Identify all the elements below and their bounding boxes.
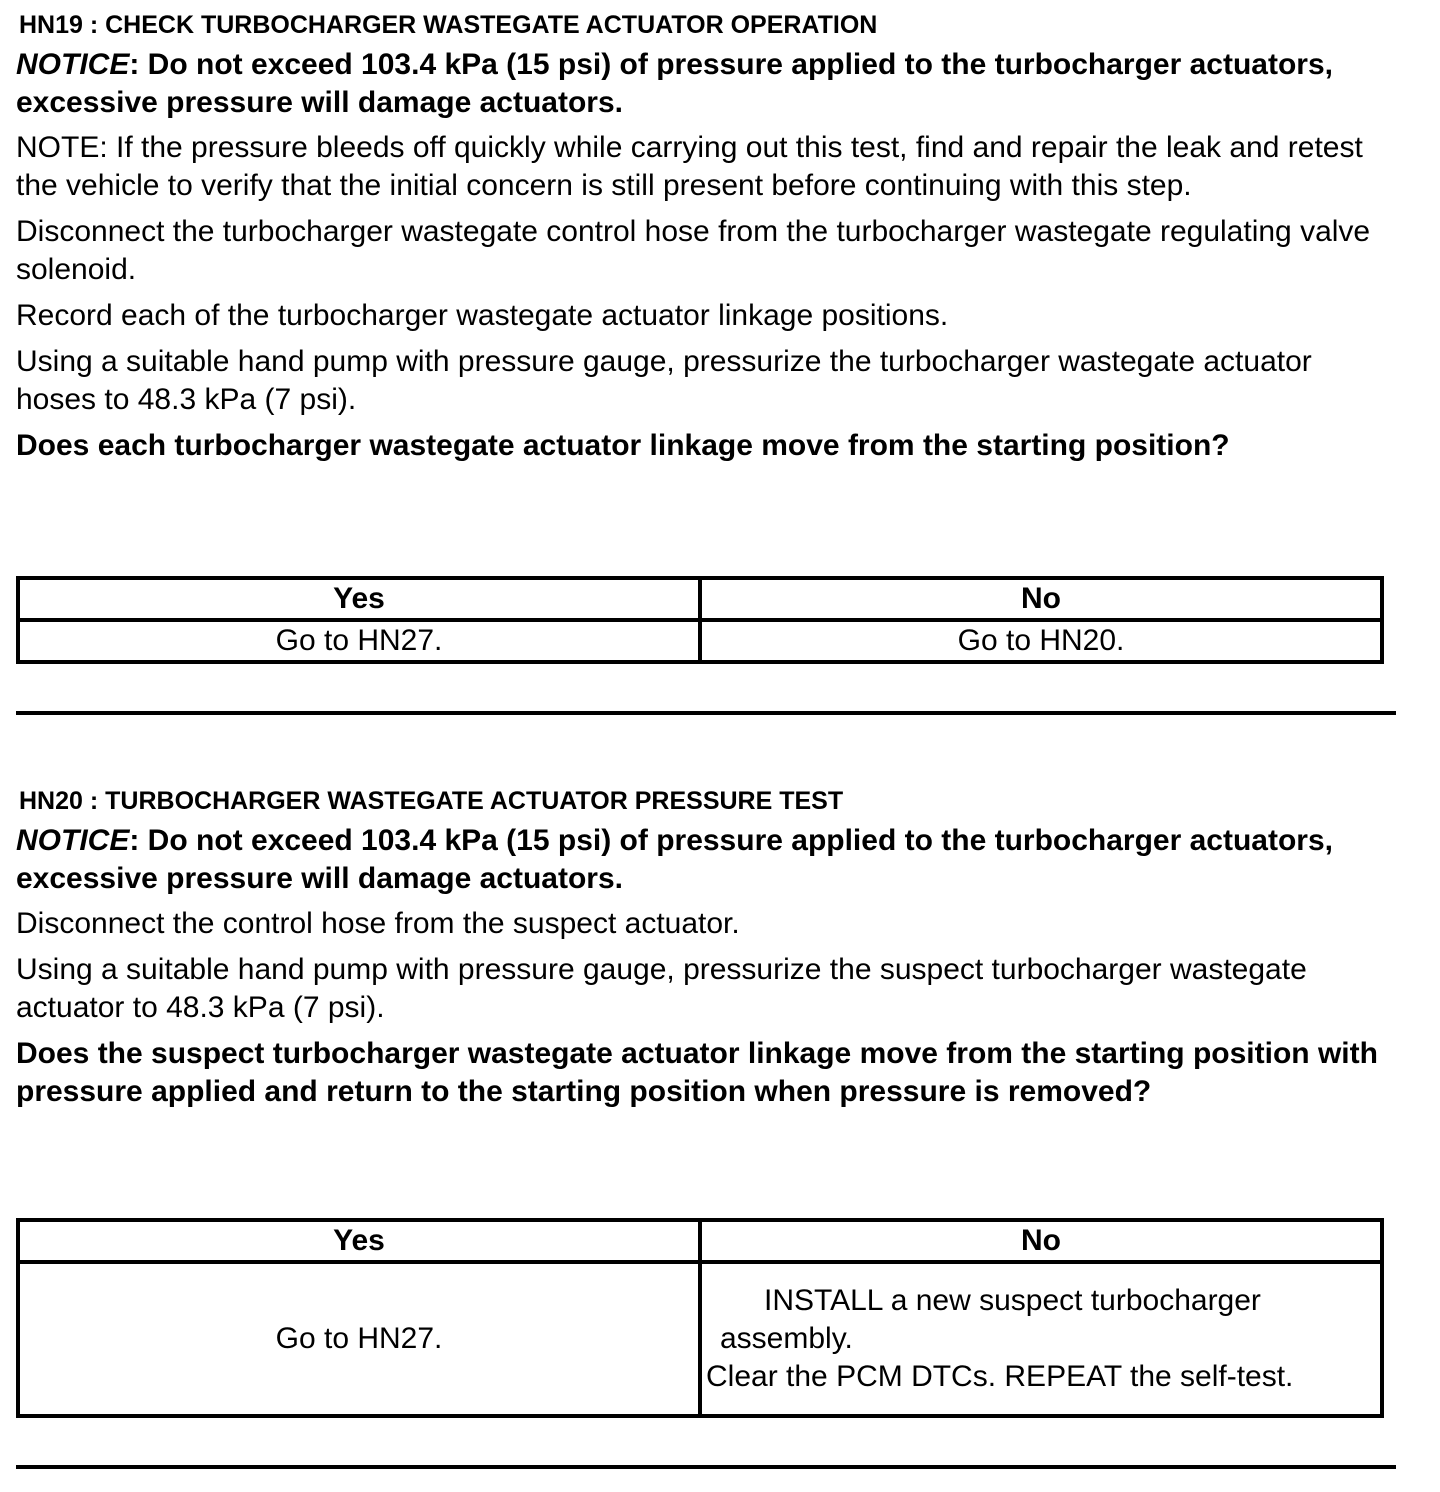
notice-text: : Do not exceed 103.4 kPa (15 psi) of pressure applied to the turbocharger actuators, excessive pressure will damage actuators. [16,48,1334,119]
no-action-line: assembly. [720,1322,853,1355]
step-hn19 [16,8,1396,465]
instruction-paragraph: Using a suitable hand pump with pressure gauge, pressurize the turbocharger wastegate actuator hoses to 48.3 kPa (7 psi). [16,345,1312,416]
notice [16,822,1396,898]
no-action: Go to HN20. [700,620,1382,662]
notice-label: NOTICE [16,824,130,857]
note-paragraph: NOTE: If the pressure bleeds off quickly while carrying out this test, find and repair the leak and retest the vehicle to verify that the initial concern is still present before continuing with this step. [16,131,1363,202]
no-header: No [700,578,1382,620]
no-header: No [700,1220,1382,1262]
instruction-paragraph: Record each of the turbocharger wastegate actuator linkage positions. [16,299,949,332]
step-hn20 [16,784,1396,1111]
divider [16,1465,1396,1469]
no-action [700,1262,1382,1416]
divider [16,711,1396,715]
instruction-paragraph: Disconnect the control hose from the suspect actuator. [16,907,740,940]
decision-table-hn20 [16,1218,1384,1418]
no-action-line: Clear the PCM DTCs. REPEAT the self-test. [706,1360,1294,1393]
notice [16,46,1396,122]
yes-action: Go to HN27. [18,620,700,662]
decision-table-hn19 [16,576,1384,664]
instruction-paragraph: Using a suitable hand pump with pressure gauge, pressurize the suspect turbocharger wastegate actuator to 48.3 kPa (7 psi). [16,953,1307,1024]
yes-header: Yes [18,1220,700,1262]
step-title: HN20 : TURBOCHARGER WASTEGATE ACTUATOR PRESSURE TEST [19,787,844,815]
question: Does the suspect turbocharger wastegate actuator linkage move from the starting position with pressure applied and return to the starting position when pressure is removed? [16,1037,1378,1108]
question: Does each turbocharger wastegate actuator linkage move from the starting position? [16,429,1230,462]
no-action-line: INSTALL a new suspect turbocharger [764,1284,1261,1317]
instruction-paragraph: Disconnect the turbocharger wastegate control hose from the turbocharger wastegate regulating valve solenoid. [16,215,1371,286]
yes-action: Go to HN27. [18,1262,700,1416]
notice-label: NOTICE [16,48,130,81]
step-title: HN19 : CHECK TURBOCHARGER WASTEGATE ACTUATOR OPERATION [19,11,878,39]
notice-text: : Do not exceed 103.4 kPa (15 psi) of pressure applied to the turbocharger actuators, excessive pressure will damage actuators. [16,824,1334,895]
yes-header: Yes [18,578,700,620]
